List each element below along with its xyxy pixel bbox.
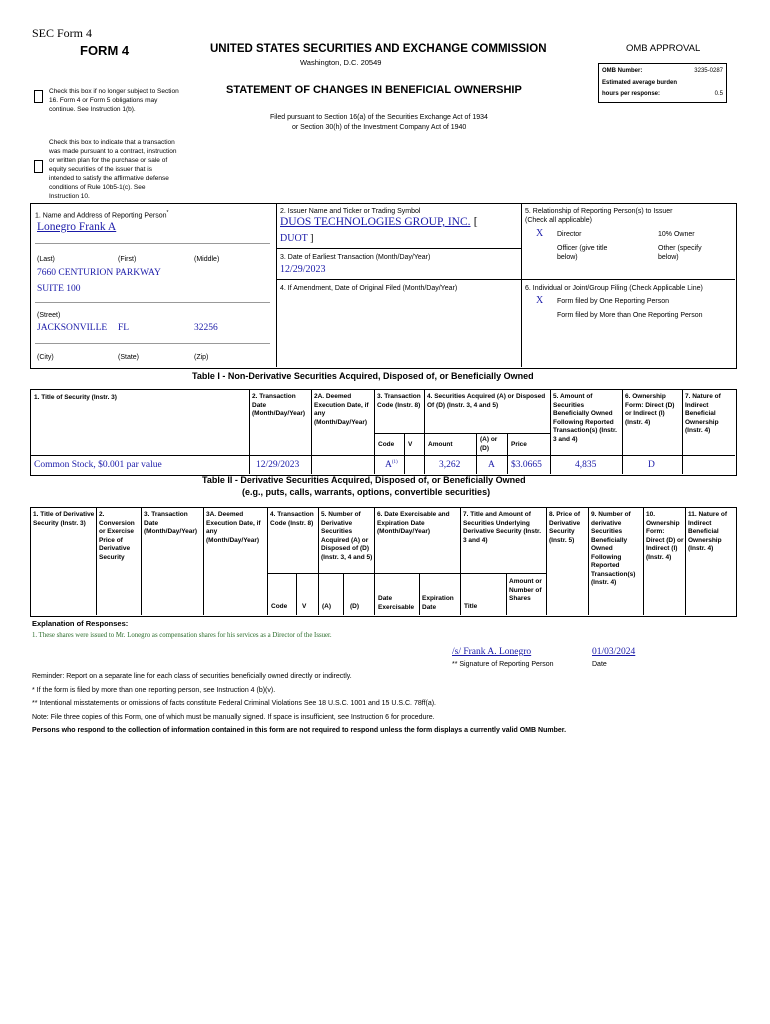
officer-label: Officer (give title below) — [557, 245, 608, 261]
omb-burden-label: Estimated average burden — [602, 80, 678, 86]
table2-subtitle: (e.g., puts, calls, warrants, options, convertible securities) — [242, 487, 491, 497]
address-line-1: 7660 CENTURION PARKWAY — [37, 268, 161, 278]
statement-title: STATEMENT OF CHANGES IN BENEFICIAL OWNERSHIP — [226, 84, 522, 96]
explanation-label: Explanation of Responses: — [32, 619, 129, 628]
omb-box — [598, 63, 727, 103]
reporting-person-name[interactable]: Lonegro Frank A — [37, 221, 117, 233]
t1-sub-aord: (A) or (D) — [480, 436, 498, 452]
first-label: (First) — [118, 256, 137, 263]
more-person-label: Form filed by More than One Reporting Person — [557, 312, 703, 319]
ticker-symbol: DUOT — [280, 233, 308, 244]
t1-row-aord: A — [488, 460, 495, 470]
omb-notice: Persons who respond to the collection of information contained in this form are not required to respond unless the form displays a currently valid OMB Number. — [32, 727, 567, 734]
t2-sub-title: Title — [464, 603, 478, 610]
filed-line-1: Filed pursuant to Section 16(a) of the Securities Exchange Act of 1934 — [270, 114, 488, 121]
section16-checkbox[interactable] — [34, 90, 43, 103]
t1-header-code: 3. Transaction Code (Instr. 8) — [377, 393, 421, 409]
address-line-2: SUITE 100 — [37, 284, 81, 294]
ten-percent-owner-label: 10% Owner — [658, 231, 695, 238]
rule10b5-checkbox[interactable] — [34, 160, 43, 173]
omb-number-value: 3235-0287 — [694, 68, 723, 74]
signature-date-value: 01/03/2024 — [592, 647, 636, 657]
issuer-name-line — [280, 216, 478, 228]
ticker-bracket-open: [ — [473, 216, 478, 228]
explanation-note-1: 1. These shares were issued to Mr. Lonegro as compensation shares for his services as a Director of the Issuer. — [32, 632, 332, 639]
t2-header-deemed: 3A. Deemed Execution Date, if any (Month/Day/Year) — [206, 511, 261, 544]
omb-approval-title: OMB APPROVAL — [626, 43, 701, 54]
t1-header-owned: 5. Amount of Securities Beneficially Owned Following Reported Transaction(s) (Instr. 3 and 4) — [553, 393, 617, 443]
t2-header-number: 5. Number of Derivative Securities Acquired (A) or Disposed of (D) (Instr. 3, 4 and 5) — [321, 511, 373, 561]
reporting-person-label: 1. Name and Address of Reporting Person* — [35, 210, 169, 220]
footnote-star-1: * If the form is filed by more than one reporting person, see Instruction 4 (b)(v). — [32, 687, 276, 694]
earliest-date-value: 12/29/2023 — [280, 264, 326, 275]
director-label: Director — [557, 231, 582, 238]
footnote-star-2: ** Intentional misstatements or omissions of facts constitute Federal Criminal Violations See 18 U.S.C. 1001 and 15 U.S.C. 78ff(a). — [32, 700, 436, 707]
middle-label: (Middle) — [194, 256, 220, 263]
one-person-label: Form filed by One Reporting Person — [557, 298, 670, 305]
issuer-label: 2. Issuer Name and Ticker or Trading Symbol — [280, 208, 421, 215]
t2-header-form: 10. Ownership Form: Direct (D) or Indirect (I) (Instr. 4) — [646, 511, 684, 561]
t1-sub-price: Price — [511, 441, 527, 448]
t2-header-date: 3. Transaction Date (Month/Day/Year) — [144, 511, 198, 535]
filed-line-2: or Section 30(h) of the Investment Company Act of 1940 — [292, 124, 467, 131]
t2-header-owned: 9. Number of derivative Securities Beneficially Owned Following Reported Transaction(s) (Instr. 4) — [591, 511, 636, 586]
omb-hours-value: 0.5 — [714, 91, 723, 97]
last-label: (Last) — [37, 256, 55, 263]
t1-sub-code: Code — [378, 441, 395, 448]
t1-row-price: $3.0665 — [511, 460, 542, 470]
relationship-label: 5. Relationship of Reporting Person(s) to Issuer — [525, 208, 673, 215]
table1-title: Table I - Non-Derivative Securities Acquired, Disposed of, or Beneficially Owned — [192, 371, 534, 381]
t1-row-title: Common Stock, $0.001 par value — [34, 460, 162, 470]
director-mark[interactable]: X — [536, 228, 544, 239]
omb-number-label: OMB Number: — [602, 68, 643, 74]
ticker-bracket-close: ] — [310, 233, 314, 244]
t1-row-owned: 4,835 — [575, 460, 597, 470]
state-value: FL — [118, 323, 130, 333]
t2-sub-a: (A) — [322, 603, 332, 610]
t2-header-price: 8. Price of Derivative Security (Instr. 5) — [549, 511, 581, 544]
t1-header-title: 1. Title of Security (Instr. 3) — [34, 394, 117, 401]
one-person-mark[interactable]: X — [536, 295, 544, 306]
t2-header-nature: 11. Nature of Indirect Beneficial Ownership (Instr. 4) — [688, 511, 728, 552]
issuer-name[interactable]: DUOS TECHNOLOGIES GROUP, INC. — [280, 216, 471, 228]
t2-sub-amount: Amount or Number of Shares — [509, 578, 542, 602]
t2-sub-d: (D) — [350, 603, 360, 610]
t2-header-code: 4. Transaction Code (Instr. 8) — [270, 511, 314, 527]
amendment-label: 4. If Amendment, Date of Original Filed (Month/Day/Year) — [280, 285, 458, 292]
t2-header-title: 1. Title of Derivative Security (Instr. 3) — [33, 511, 95, 527]
t1-sub-amount: Amount — [428, 441, 453, 448]
omb-hours-label: hours per response: — [602, 91, 661, 97]
filing-label: 6. Individual or Joint/Group Filing (Check Applicable Line) — [525, 285, 703, 292]
t2-sub-expiration: Expiration Date — [422, 595, 454, 611]
relationship-check-all: (Check all applicable) — [525, 217, 592, 224]
city-label: (City) — [37, 354, 54, 361]
t1-header-date: 2. Transaction Date (Month/Day/Year) — [252, 393, 306, 417]
commission-title: UNITED STATES SECURITIES AND EXCHANGE COMMISSION — [210, 43, 547, 55]
section16-checkbox-label: Check this box if no longer subject to Section 16. Form 4 or Form 5 obligations may continue. See Instruction 1(b). — [49, 88, 179, 113]
t1-header-nature: 7. Nature of Indirect Beneficial Ownership (Instr. 4) — [685, 393, 721, 434]
t2-header-exercisable: 6. Date Exercisable and Expiration Date (Month/Day/Year) — [377, 511, 450, 535]
t2-sub-date-exercisable: Date Exercisable — [378, 595, 415, 611]
t1-header-deemed: 2A. Deemed Execution Date, if any (Month/Day/Year) — [314, 393, 369, 426]
table2-title: Table II - Derivative Securities Acquired, Disposed of, or Beneficially Owned — [202, 475, 526, 485]
earliest-date-label: 3. Date of Earliest Transaction (Month/Day/Year) — [280, 254, 431, 261]
zip-value: 32256 — [194, 323, 218, 333]
signature-value: /s/ Frank A. Lonegro — [452, 647, 532, 657]
commission-location: Washington, D.C. 20549 — [300, 58, 382, 67]
file-copies-note: Note: File three copies of this Form, one of which must be manually signed. If space is insufficient, see Instruction 6 for procedure. — [32, 714, 435, 721]
t1-row-amount: 3,262 — [439, 460, 461, 470]
ticker-line — [280, 233, 313, 244]
zip-label: (Zip) — [194, 354, 209, 361]
reminder-text: Reminder: Report on a separate line for each class of securities beneficially owned directly or indirectly. — [32, 673, 352, 680]
t2-header-underlying: 7. Title and Amount of Securities Underlying Derivative Security (Instr. 3 and 4) — [463, 511, 542, 544]
t1-row-form: D — [648, 460, 655, 470]
t1-row-date: 12/29/2023 — [256, 460, 300, 470]
t1-header-form: 6. Ownership Form: Direct (D) or Indirect (I) (Instr. 4) — [625, 393, 675, 426]
street-label: (Street) — [37, 312, 61, 319]
signature-label: ** Signature of Reporting Person — [452, 661, 554, 668]
rule10b5-checkbox-label: Check this box to indicate that a transaction was made pursuant to a contract, instruction or written plan for the purchase or sale of equity securities of the issuer that is intended to satisfy the affirmative defense conditions of Rule 10b5-1(c). See Instruction 10. — [49, 139, 177, 200]
form-label: FORM 4 — [80, 43, 130, 58]
t2-sub-code: Code — [271, 603, 288, 610]
city-value: JACKSONVILLE — [37, 323, 108, 333]
t1-header-acquired: 4. Securities Acquired (A) or Disposed Of (D) (Instr. 3, 4 and 5) — [427, 393, 546, 409]
doc-title: SEC Form 4 — [32, 26, 93, 40]
t1-row-code: $A^{(1)}$ — [385, 460, 398, 471]
t1-sub-v: V — [408, 441, 413, 448]
signature-date-label: Date — [592, 661, 607, 668]
t1-row-footnote[interactable]: (1) — [391, 460, 398, 465]
other-label: Other (specify below) — [658, 245, 702, 261]
state-label: (State) — [118, 354, 140, 361]
t2-header-conversion: 2. Conversion or Exercise Price of Derivative Security — [99, 511, 135, 561]
t2-sub-v: V — [302, 603, 307, 610]
